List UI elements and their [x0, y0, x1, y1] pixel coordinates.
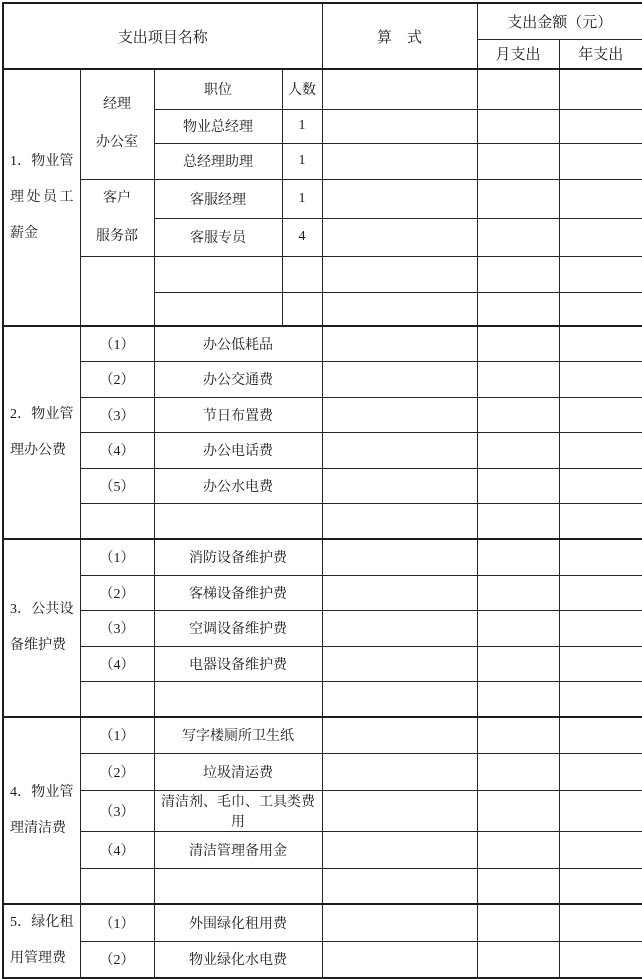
formula-cell: [322, 432, 477, 468]
formula-cell: [322, 790, 477, 831]
yearly-amount-cell: [559, 831, 642, 868]
formula-cell: [322, 468, 477, 503]
section-5-greening-expenses: [3, 904, 642, 978]
item-name-cell: [154, 868, 322, 904]
monthly-amount-cell: [477, 292, 559, 326]
monthly-amount-cell: [477, 904, 559, 941]
monthly-amount-cell: [477, 468, 559, 503]
yearly-amount-cell: [559, 717, 642, 753]
monthly-amount-cell: [477, 256, 559, 292]
monthly-amount-cell: [477, 717, 559, 753]
monthly-amount-cell: [477, 432, 559, 468]
item-no-cell: [80, 503, 154, 539]
section-1-staff-salary: [3, 69, 642, 326]
monthly-amount-cell: [477, 790, 559, 831]
header-yearly-expense: 年支出: [559, 39, 642, 69]
monthly-amount-cell: [477, 326, 559, 361]
monthly-amount-cell: [477, 219, 559, 256]
headcount-cell: 4: [282, 219, 322, 256]
yearly-amount-cell: [559, 868, 642, 904]
yearly-amount-cell: [559, 904, 642, 941]
position-cell: 客服专员: [154, 219, 282, 256]
item-no-cell: （1）: [80, 539, 154, 575]
item-name-cell: [154, 681, 322, 717]
header-formula: 算 式: [322, 3, 477, 69]
formula-cell: [322, 539, 477, 575]
yearly-amount-cell: [559, 397, 642, 432]
item-no-cell: （2）: [80, 753, 154, 790]
formula-cell: [322, 575, 477, 610]
item-no-cell: [80, 681, 154, 717]
section-3-equipment-maintenance: [3, 539, 642, 717]
formula-cell: [322, 326, 477, 361]
item-no-cell: （4）: [80, 432, 154, 468]
table-header: [3, 3, 642, 69]
item-no-cell: （2）: [80, 575, 154, 610]
item-no-cell: （3）: [80, 397, 154, 432]
yearly-amount-cell: [559, 539, 642, 575]
item-name-cell: 办公水电费: [154, 468, 322, 503]
monthly-amount-cell: [477, 503, 559, 539]
headcount-header-cell: 人数: [282, 69, 322, 109]
yearly-amount-cell: [559, 361, 642, 397]
item-no-cell: [80, 868, 154, 904]
position-header-cell: 职位: [154, 69, 282, 109]
position-cell: [154, 256, 282, 292]
position-cell: 总经理助理: [154, 143, 282, 179]
monthly-amount-cell: [477, 831, 559, 868]
headcount-cell: 1: [282, 179, 322, 219]
formula-cell: [322, 256, 477, 292]
item-no-cell: （1）: [80, 904, 154, 941]
formula-cell: [322, 610, 477, 646]
item-name-cell: 电器设备维护费: [154, 646, 322, 681]
monthly-amount-cell: [477, 753, 559, 790]
yearly-amount-cell: [559, 503, 642, 539]
section4-label: 4．物业管 理清洁费: [3, 717, 80, 904]
item-name-cell: 物业绿化水电费: [154, 941, 322, 978]
formula-cell: [322, 681, 477, 717]
monthly-amount-cell: [477, 539, 559, 575]
yearly-amount-cell: [559, 753, 642, 790]
yearly-amount-cell: [559, 179, 642, 219]
yearly-amount-cell: [559, 610, 642, 646]
item-name-cell: 办公电话费: [154, 432, 322, 468]
monthly-amount-cell: [477, 179, 559, 219]
item-no-cell: （4）: [80, 831, 154, 868]
section-2-office-expenses: [3, 326, 642, 539]
item-name-cell: 写字楼厕所卫生纸: [154, 717, 322, 753]
yearly-amount-cell: [559, 432, 642, 468]
section1-label: 1．物业管 理处员工 薪金: [3, 69, 80, 326]
item-no-cell: （3）: [80, 790, 154, 831]
empty-group-cell: [80, 256, 154, 326]
headcount-cell: 1: [282, 143, 322, 179]
formula-cell: [322, 109, 477, 143]
formula-cell: [322, 361, 477, 397]
yearly-amount-cell: [559, 143, 642, 179]
formula-cell: [322, 503, 477, 539]
section1-customer-service-group: 客户 服务部: [80, 179, 154, 256]
formula-cell: [322, 397, 477, 432]
yearly-amount-cell: [559, 681, 642, 717]
yearly-amount-cell: [559, 219, 642, 256]
section3-label: 3．公共设 备维护费: [3, 539, 80, 717]
formula-cell: [322, 292, 477, 326]
item-name-cell: 清洁剂、毛巾、工具类费用: [154, 790, 322, 831]
item-name-cell: 垃圾清运费: [154, 753, 322, 790]
formula-cell: [322, 143, 477, 179]
formula-cell: [322, 69, 477, 109]
position-cell: [154, 292, 282, 326]
header-expense-item-name: 支出项目名称: [3, 3, 322, 69]
item-no-cell: （2）: [80, 941, 154, 978]
item-no-cell: （4）: [80, 646, 154, 681]
formula-cell: [322, 219, 477, 256]
monthly-amount-cell: [477, 610, 559, 646]
yearly-amount-cell: [559, 292, 642, 326]
monthly-amount-cell: [477, 646, 559, 681]
monthly-amount-cell: [477, 868, 559, 904]
headcount-cell: [282, 292, 322, 326]
header-monthly-expense: 月支出: [477, 39, 559, 69]
monthly-amount-cell: [477, 69, 559, 109]
item-name-cell: 消防设备维护费: [154, 539, 322, 575]
item-name-cell: 外围绿化租用费: [154, 904, 322, 941]
expense-budget-table: [2, 2, 642, 979]
monthly-amount-cell: [477, 143, 559, 179]
yearly-amount-cell: [559, 790, 642, 831]
monthly-amount-cell: [477, 361, 559, 397]
formula-cell: [322, 717, 477, 753]
yearly-amount-cell: [559, 256, 642, 292]
formula-cell: [322, 868, 477, 904]
header-amount: 支出金额（元）: [477, 3, 642, 39]
formula-cell: [322, 753, 477, 790]
item-name-cell: 办公低耗品: [154, 326, 322, 361]
item-no-cell: （2）: [80, 361, 154, 397]
yearly-amount-cell: [559, 575, 642, 610]
headcount-cell: 1: [282, 109, 322, 143]
section1-manager-office-group: 经理 办公室: [80, 69, 154, 179]
formula-cell: [322, 831, 477, 868]
position-cell: 客服经理: [154, 179, 282, 219]
formula-cell: [322, 904, 477, 941]
item-no-cell: （1）: [80, 326, 154, 361]
section-4-cleaning-expenses: [3, 717, 642, 904]
headcount-cell: [282, 256, 322, 292]
item-name-cell: 清洁管理备用金: [154, 831, 322, 868]
yearly-amount-cell: [559, 468, 642, 503]
item-name-cell: 节日布置费: [154, 397, 322, 432]
formula-cell: [322, 941, 477, 978]
position-cell: 物业总经理: [154, 109, 282, 143]
formula-cell: [322, 179, 477, 219]
monthly-amount-cell: [477, 397, 559, 432]
item-name-cell: [154, 503, 322, 539]
yearly-amount-cell: [559, 941, 642, 978]
monthly-amount-cell: [477, 575, 559, 610]
item-no-cell: （3）: [80, 610, 154, 646]
monthly-amount-cell: [477, 941, 559, 978]
item-no-cell: （1）: [80, 717, 154, 753]
section5-label: 5．绿化租 用管理费: [3, 904, 80, 978]
item-no-cell: （5）: [80, 468, 154, 503]
formula-cell: [322, 646, 477, 681]
yearly-amount-cell: [559, 109, 642, 143]
yearly-amount-cell: [559, 646, 642, 681]
item-name-cell: 空调设备维护费: [154, 610, 322, 646]
item-name-cell: 客梯设备维护费: [154, 575, 322, 610]
item-name-cell: 办公交通费: [154, 361, 322, 397]
monthly-amount-cell: [477, 681, 559, 717]
yearly-amount-cell: [559, 326, 642, 361]
yearly-amount-cell: [559, 69, 642, 109]
monthly-amount-cell: [477, 109, 559, 143]
section2-label: 2．物业管 理办公费: [3, 326, 80, 539]
